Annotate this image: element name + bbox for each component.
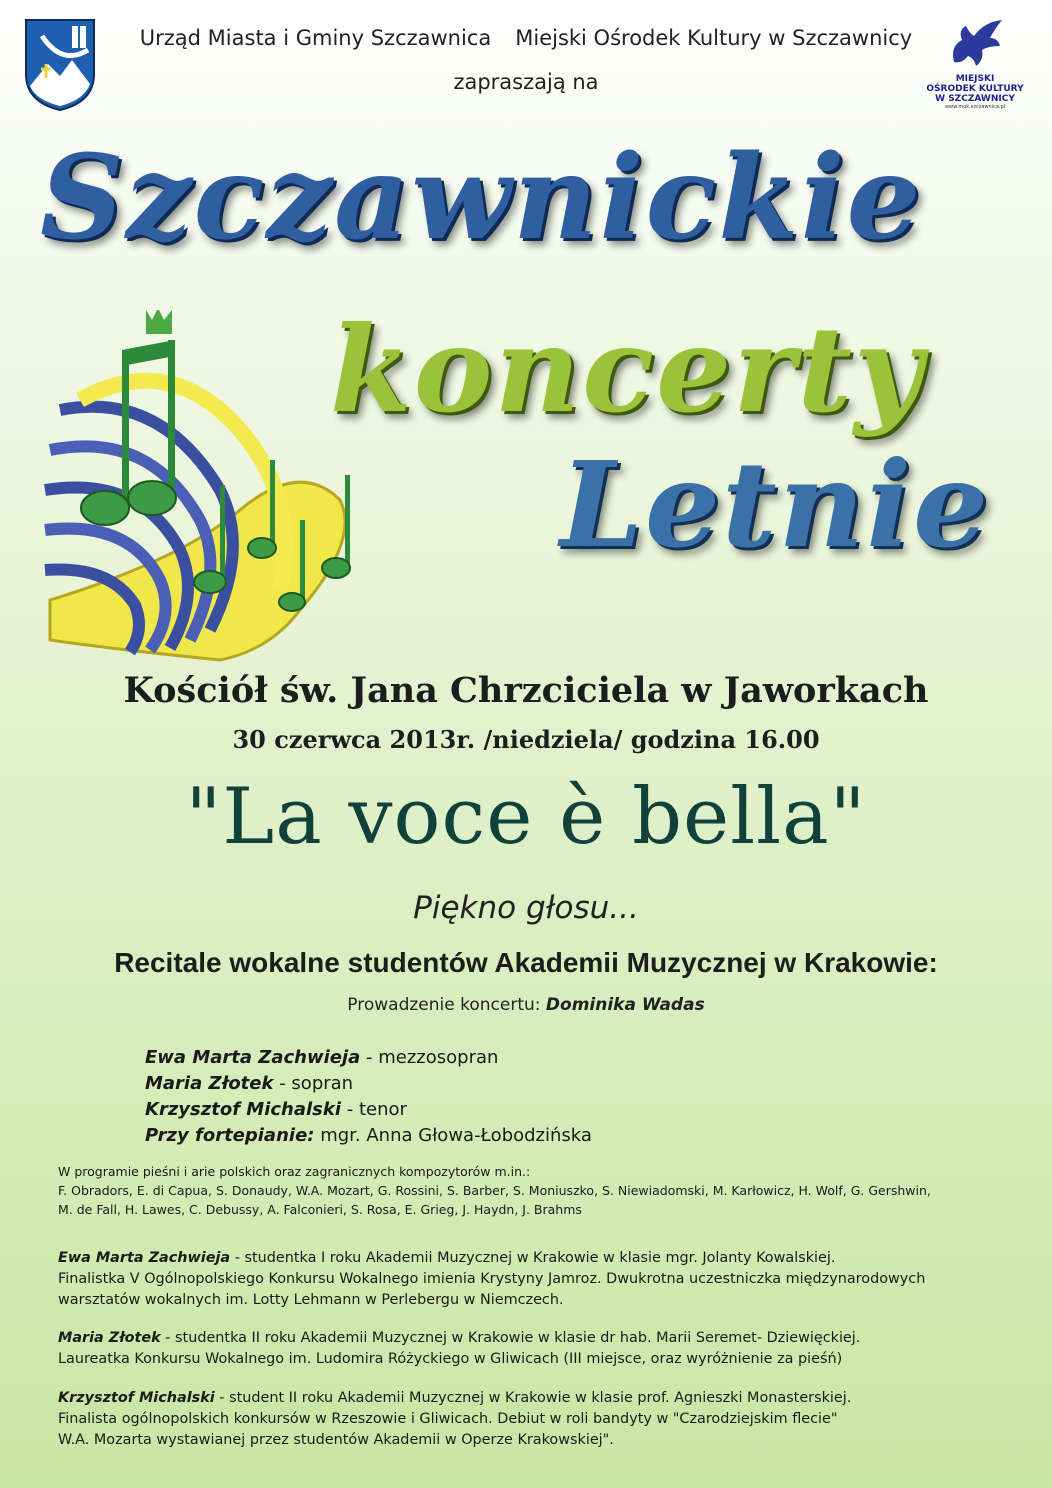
performer-role: - sopran bbox=[273, 1073, 354, 1094]
performer-row bbox=[145, 1097, 592, 1123]
concert-subtitle: Piękno głosu... bbox=[413, 890, 639, 926]
title-line-3: Letnie bbox=[560, 435, 991, 574]
bio-name: Maria Złotek bbox=[58, 1330, 161, 1346]
bio-line bbox=[58, 1388, 1018, 1409]
mok-line3: W SZCZAWNICY bbox=[935, 94, 1015, 104]
music-notes-graphic bbox=[40, 310, 400, 670]
bio-ewa bbox=[58, 1248, 1018, 1311]
invite-text: zapraszają na bbox=[453, 70, 599, 94]
venue-heading: Kościół św. Jana Chrzciciela w Jaworkach bbox=[123, 670, 929, 711]
bio-line: Finalista ogólnopolskich konkursów w Rzeszowie i Gliwicach. Debiut w roli bandyty w "Czarodziejskim flecie" bbox=[58, 1411, 838, 1427]
bio-text: - studentka II roku Akademii Muzycznej w Krakowie w klasie dr hab. Marii Seremet- Dziewięckiej. bbox=[160, 1330, 861, 1346]
host-line bbox=[0, 995, 1052, 1015]
recitale-heading: Recitale wokalne studentów Akademii Muzycznej w Krakowie: bbox=[114, 947, 938, 978]
bio-line bbox=[58, 1328, 1018, 1349]
title-line-1: Szczawnickie bbox=[40, 130, 923, 266]
bio-line: warsztatów wokalnych im. Lotty Lehmann w Perlebergu w Niemczech. bbox=[58, 1292, 564, 1308]
performer-name: Przy fortepianie: bbox=[145, 1125, 315, 1146]
mok-url: www.mok.szczawnica.pl bbox=[944, 104, 1006, 110]
bio-line: Laureatka Konkursu Wokalnego im. Ludomira Różyckiego w Gliwicach (III miejsce, oraz wyróżnienie za pieśń) bbox=[58, 1351, 843, 1367]
program-intro: W programie pieśni i arie polskich oraz zagranicznych kompozytorów m.in.: bbox=[58, 1164, 531, 1179]
mok-line1: MIEJSKI bbox=[955, 74, 995, 84]
bio-line: W.A. Mozarta wystawianej przez studentów Akademii w Operze Krakowskiej". bbox=[58, 1432, 614, 1448]
bio-text: - studentka I roku Akademii Muzycznej w Krakowie w klasie mgr. Jolanty Kowalskiej. bbox=[230, 1250, 836, 1266]
performer-name: Maria Złotek bbox=[145, 1073, 274, 1094]
organizer-culture-center: Miejski Ośrodek Kultury w Szczawnicy bbox=[515, 26, 913, 50]
bio-text: - student II roku Akademii Muzycznej w Krakowie w klasie prof. Agnieszki Monasterskiej. bbox=[214, 1390, 852, 1406]
organizers-line bbox=[0, 26, 1052, 50]
performer-name: Krzysztof Michalski bbox=[145, 1099, 342, 1120]
concert-title: "La voce è bella" bbox=[185, 772, 867, 862]
performers-list bbox=[145, 1045, 592, 1149]
pegasus-icon bbox=[940, 16, 1010, 70]
bio-maria bbox=[58, 1328, 1018, 1370]
program-composers-2: M. de Fall, H. Lawes, C. Debussy, A. Falconieri, S. Rosa, E. Grieg, J. Haydn, J. Brahms bbox=[58, 1202, 582, 1217]
host-label: Prowadzenie koncertu: bbox=[347, 995, 541, 1015]
program-composers-1: F. Obradors, E. di Capua, S. Donaudy, W.A. Mozart, G. Rossini, S. Barber, S. Moniuszko, S. Niewiadomski, M. Karłowicz, H. Wolf, G. Gershwin, bbox=[58, 1183, 931, 1198]
program-section bbox=[58, 1162, 1018, 1219]
performer-row bbox=[145, 1123, 592, 1149]
bio-line: Finalistka V Ogólnopolskiego Konkursu Wokalnego imienia Krystyny Jamroz. Dwukrotna uczestniczka międzynarodowych bbox=[58, 1271, 926, 1287]
performer-name: Ewa Marta Zachwieja bbox=[145, 1047, 361, 1068]
event-date: 30 czerwca 2013r. /niedziela/ godzina 16.00 bbox=[232, 725, 820, 754]
performer-role: - mezzosopran bbox=[360, 1047, 499, 1068]
organizer-town-office: Urząd Miasta i Gminy Szczawnica bbox=[139, 26, 492, 50]
bio-line bbox=[58, 1248, 1018, 1269]
bio-name: Ewa Marta Zachwieja bbox=[58, 1250, 231, 1266]
bio-krzysztof bbox=[58, 1388, 1018, 1451]
mok-logo bbox=[920, 16, 1030, 116]
host-name: Dominika Wadas bbox=[545, 995, 705, 1015]
performer-row bbox=[145, 1045, 592, 1071]
performer-role: mgr. Anna Głowa-Łobodzińska bbox=[314, 1125, 592, 1146]
bio-name: Krzysztof Michalski bbox=[58, 1390, 215, 1406]
performer-row bbox=[145, 1071, 592, 1097]
title-line-2: koncerty bbox=[330, 300, 925, 439]
mok-line2: OŚRODEK KULTURY bbox=[926, 84, 1024, 94]
performer-role: - tenor bbox=[341, 1099, 407, 1120]
